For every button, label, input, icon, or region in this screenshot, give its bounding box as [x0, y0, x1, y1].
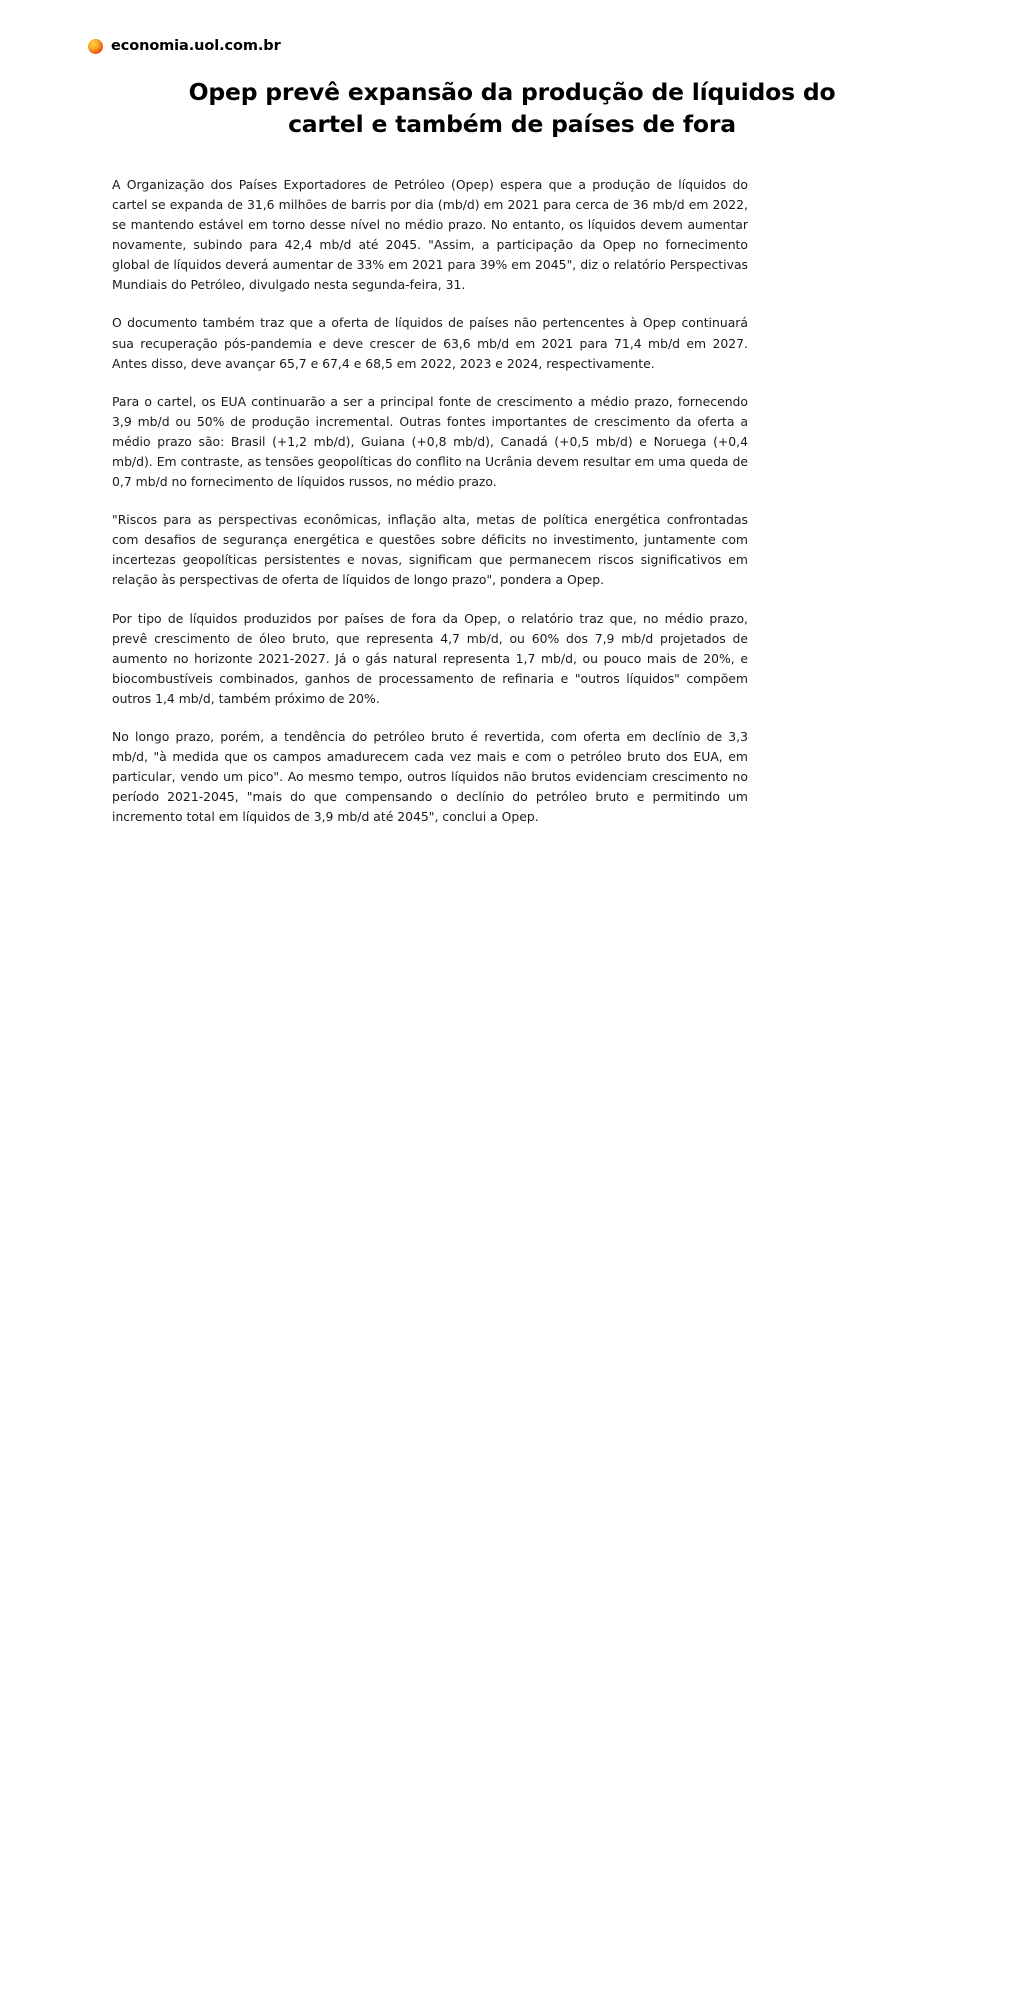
article-paragraph: O documento também traz que a oferta de líquidos de países não pertencentes à Opep continuará sua recuperação pós-pandemia e deve crescer de 63,6 mb/d em 2021 para 71,4 mb/d em 2027. Antes disso, deve avançar 65,7 e 67,4 e 68,5 em 2022, 2023 e 2024, respectivamente. — [112, 315, 748, 371]
page-title: Opep prevê expansão da produção de líquidos do cartel e também de países de fora — [188, 78, 836, 139]
site-header — [0, 0, 1024, 54]
article-body — [112, 175, 748, 828]
article-paragraph: Por tipo de líquidos produzidos por países de fora da Opep, o relatório traz que, no médio prazo, prevê crescimento de óleo bruto, que representa 4,7 mb/d, ou 60% dos 7,9 mb/d projetados de aumento no horizonte 2021-2027. Já o gás natural representa 1,7 mb/d, ou pouco mais de 20%, e biocombustíveis combinados, ganhos de processamento de refinaria e "outros líquidos" compõem outros 1,4 mb/d, também próximo de 20%. — [112, 610, 748, 706]
article-paragraph: A Organização dos Países Exportadores de Petróleo (Opep) espera que a produção de líquidos do cartel se expanda de 31,6 milhões de barris por dia (mb/d) em 2021 para cerca de 36 mb/d em 2022, se mantendo estável em torno desse nível no médio prazo. No entanto, os líquidos devem aumentar novamente, subindo para 42,4 mb/d até 2045. "Assim, a participação da Opep no fornecimento global de líquidos deverá aumentar de 33% em 2021 para 39% em 2045", diz o relatório Perspectivas Mundiais do Petróleo, divulgado nesta segunda-feira, 31. — [112, 176, 748, 293]
article-paragraph: No longo prazo, porém, a tendência do petróleo bruto é revertida, com oferta em declínio de 3,3 mb/d, "à medida que os campos amadurecem cada vez mais e com o petróleo bruto dos EUA, em particular, vendo um pico". Ao mesmo tempo, outros líquidos não brutos evidenciam crescimento no período 2021-2045, "mais do que compensando o declínio do petróleo bruto e permitindo um incremento total em líquidos de 3,9 mb/d até 2045", conclui a Opep. — [112, 729, 748, 825]
site-name: economia.uol.com.br — [111, 38, 281, 54]
uol-ball-icon — [88, 39, 103, 54]
article-paragraph: "Riscos para as perspectivas econômicas, inflação alta, metas de política energética confrontadas com desafios de segurança energética e questões sobre déficits no investimento, juntamente com incertezas geopolíticas persistentes e novas, significam que permanecem riscos significativos em relação às perspectivas de oferta de líquidos de longo prazo", pondera a Opep. — [112, 512, 748, 588]
article-paragraph: Para o cartel, os EUA continuarão a ser a principal fonte de crescimento a médio prazo, fornecendo 3,9 mb/d ou 50% de produção incremental. Outras fontes importantes de crescimento da oferta a médio prazo são: Brasil (+1,2 mb/d), Guiana (+0,8 mb/d), Canadá (+0,5 mb/d) e Noruega (+0,4 mb/d). Em contraste, as tensões geopolíticas do conflito na Ucrânia devem resultar em uma queda de 0,7 mb/d no fornecimento de líquidos russos, no médio prazo. — [112, 393, 748, 490]
